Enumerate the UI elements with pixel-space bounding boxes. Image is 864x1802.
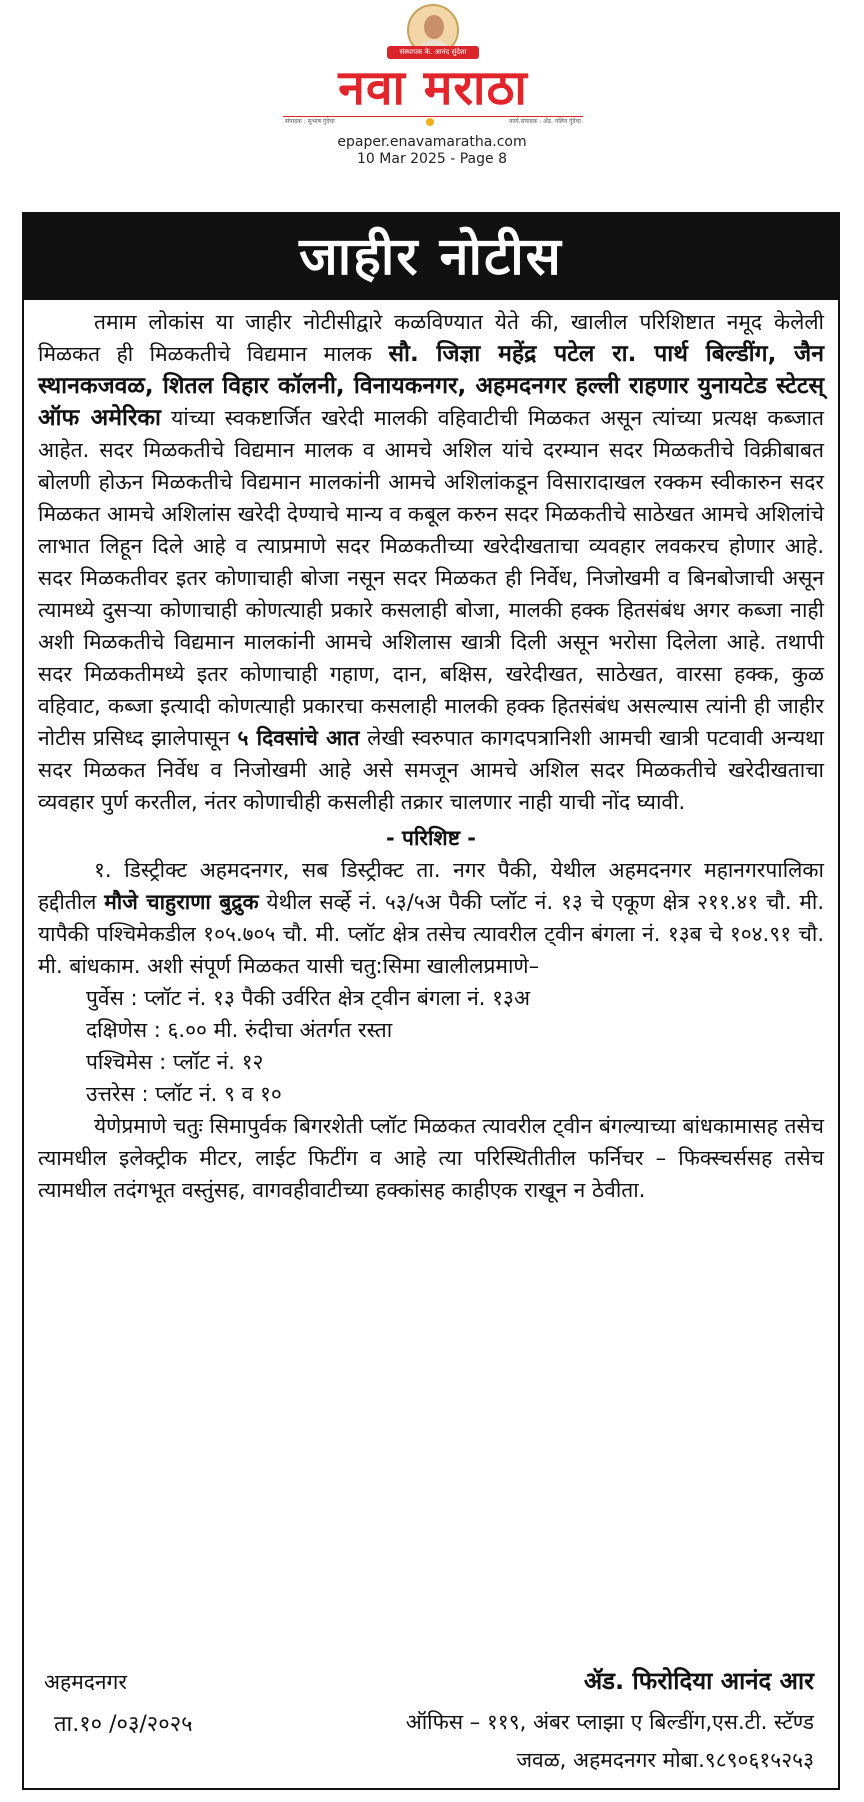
website-url[interactable]: epaper.enavamaratha.com	[337, 134, 527, 150]
masthead	[0, 0, 864, 190]
schedule-paragraph	[38, 854, 824, 982]
editor-credit: संपादक : सुभाष गुंदेचा	[285, 118, 335, 125]
boundary-south: दक्षिणेस : ६.०० मी. रुंदीचा अंतर्गत रस्ता	[86, 1018, 393, 1042]
logo-emblem-icon	[426, 118, 434, 126]
text-run: यांच्या स्वकष्टार्जित खरेदी मालकी वहिवाटीची मिळकत असून त्यांच्या प्रत्यक्ष कब्जात आहेत. सदर मिळकतीचे विद्यमान मालक व आमचे अशिल यांचे दरम्यान सदर मिळकतीचे विक्रीबाबत बोलणी होऊन मिळकतीचे विद्यमान मालकांनी आमचे अशिलांकडून विसारादाखल रक्कम स्वीकारुन सदर मिळकत आमचे अशिलांस खरेदी देण्याचे मान्य व कबूल करुन सदर मिळकतीचे साठेखत आमचे अशिलांचे लाभात लिहून दिले आहे व त्याप्रमाणे सदर मिळकतीच्या खरेदीखताचा व्यवहार लवकरच होणार आहे. सदर मिळकतीवर इतर कोणाचाही बोजा नसून सदर मिळकत ही निर्वेध, निजोखमी व बिनबोजाची असून त्यामध्ये दुसऱ्या कोणाचाही कोणत्याही प्रकारे कसलाही बोजा, मालकी हक्क हितसंबंध अगर कब्जा नाही अशी मिळकतीचे विद्यमान मालकांनी आमचे अशिलास खात्री दिली असून भरोसा दिलेला आहे. तथापी सदर मिळकतीमध्ये इतर कोणाचाही गहाण, दान, बक्षिस, खरेदीखत, साठेखत, वारसा हक्क, कुळ वहिवाट, कब्जा इत्यादी कोणत्याही प्रकारचा कसलाही मालकी हक्क हितसंबंध असल्यास त्यांनी ही जाहीर नोटीस प्रसिध्द झालेपासून	[38, 406, 824, 750]
office-address-line1: ऑफिस – ११९, अंबर प्लाझा ए बिल्डींग,एस.टी. स्टॅण्ड	[405, 1710, 814, 1734]
notice-footer	[38, 1656, 824, 1788]
notice-body	[38, 306, 824, 1206]
schedule-heading: - परिशिष्ट -	[386, 826, 476, 850]
text-run: येथील सर्व्हे नं. ५३/५अ पैकी प्लॉट नं. १३ चे एकूण क्षेत्र २११.४१ चौ. मी. यापैकी पश्चिमेकडील १०५.७०५ चौ. मी. प्लॉट क्षेत्र तसेच त्यावरील ट्वीन बंगला नं. १३ब चे १०४.९१ चौ. मी. बांधकाम. अशी संपूर्ण मिळकत यासी चतु:सिमा खालीलप्रमाणे–	[38, 890, 825, 978]
notice-date: ता.१० /०३/२०२५	[54, 1712, 193, 1737]
boundary-west: पश्चिमेस : प्लॉट नं. १२	[86, 1050, 264, 1074]
owner-name-address: सौ. जिज्ञा महेंद्र पटेल रा. पार्थ बिल्डींग, जैन स्थानकजवळ, शितल विहार कॉलनी, विनायकनगर, अहमदनगर हल्ली राहणार युनायटेड स्टेटस् ऑफ अमेरिका	[38, 341, 824, 431]
deadline-text: ५ दिवसांचे आत	[237, 726, 360, 750]
place: अहमदनगर	[44, 1670, 127, 1694]
notice-paragraph	[38, 306, 824, 818]
advocate-name: ॲड. फिरोदिया आनंद आर	[583, 1667, 814, 1695]
closing-paragraph: येणेप्रमाणे चतुः सिमापुर्वक बिगरशेती प्लॉट मिळकत त्यावरील ट्वीन बंगल्याच्या बांधकामासह तसेच त्यामधील इलेक्ट्रीक मीटर, लाईट फिटींग व आहे त्या परिस्थितीतील फर्निचर – फिक्स्चर्ससह तसेच त्यामधील तदंगभूत वस्तुंसह, वागवहीवाटीच्या हक्कांसह काहीएक राखून न ठेवीता.	[38, 1114, 824, 1202]
office-address-line2: जवळ, अहमदनगर मोबा.९८९०६१५२५३	[516, 1748, 814, 1772]
notice-title: जाहीर नोटीस	[24, 214, 838, 300]
page-info: 10 Mar 2025 - Page 8	[357, 151, 507, 167]
logo-subline	[283, 116, 583, 127]
text-run: तमाम लोकांस या जाहीर नोटीसीद्वारे कळविण्यात येते की, खालील परिशिष्टात नमूद केलेली मिळकत ही मिळकतीचे विद्यमान मालक	[38, 310, 824, 366]
newspaper-logo[interactable]	[283, 4, 583, 128]
public-notice	[22, 212, 840, 1790]
village-name: मौजे चाहुराणा बुद्रुक	[104, 890, 259, 914]
logo-wordmark: नवा मराठा	[338, 60, 528, 116]
founder-ribbon: संस्थापक के. आनंद सुंदेशा	[387, 46, 479, 59]
exec-editor-credit: कार्य.संपादक : ॲड. नलिन गुंदेचा	[509, 118, 581, 125]
boundary-east: पुर्वेस : प्लॉट नं. १३ पैकी उर्वरित क्षेत्र ट्वीन बंगला नं. १३अ	[86, 986, 530, 1010]
boundary-north: उत्तरेस : प्लॉट नं. ९ व १०	[86, 1082, 282, 1106]
text-run: लेखी स्वरुपात कागदपत्रानिशी आमची खात्री पटवावी अन्यथा सदर मिळकत निर्वेध व निजोखमी आहे असे समजून आमचे अशिल सदर मिळकतीचे खरेदीखताचा व्यवहार पुर्ण करतील, नंतर कोणाचीही कसलीही तक्रार चालणार नाही याची नोंद घ्यावी.	[38, 726, 824, 814]
text-run: १. डिस्ट्रीक्ट अहमदनगर, सब डिस्ट्रीक्ट ता. नगर पैकी, येथील अहमदनगर महानगरपालिका हद्दीतील	[38, 858, 824, 914]
